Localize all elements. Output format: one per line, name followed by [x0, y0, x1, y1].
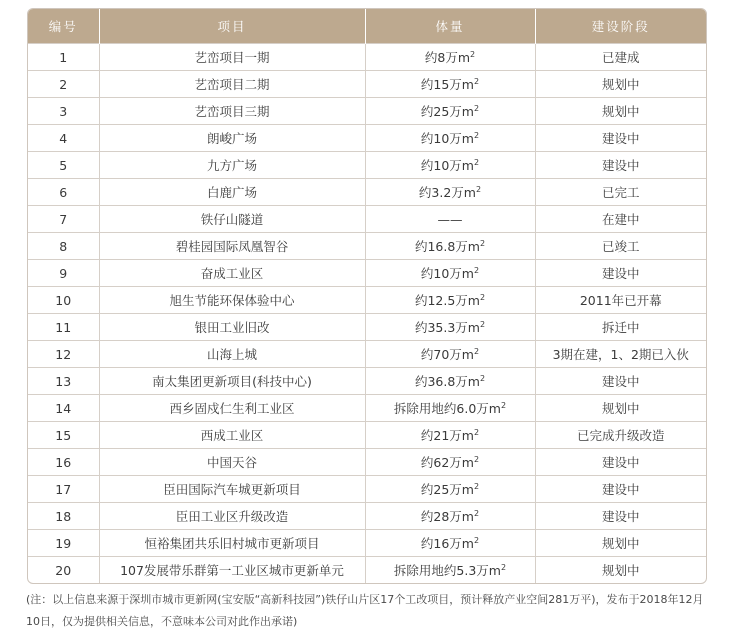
cell-number-text: 5 — [59, 157, 68, 173]
unit-superscript: 2 — [479, 373, 486, 383]
table-row — [28, 260, 706, 287]
table-row — [28, 179, 706, 206]
cell-volume — [365, 530, 535, 557]
cell-project — [99, 260, 365, 287]
table-row — [28, 557, 706, 584]
cell-volume-text: —— — [437, 211, 463, 227]
cell-stage-text: 2011年已开幕 — [579, 293, 662, 308]
cell-project — [99, 287, 365, 314]
cell-stage — [535, 71, 706, 98]
cell-volume-text: 约35.3万m — [414, 320, 480, 335]
header-volume: 体量 — [365, 9, 535, 44]
cell-stage — [535, 260, 706, 287]
cell-project — [99, 557, 365, 584]
cell-stage-text: 3期在建，1、2期已入伙 — [552, 347, 689, 362]
cell-volume — [365, 125, 535, 152]
cell-number — [28, 287, 99, 314]
cell-volume-text: 约21万m — [420, 428, 474, 443]
cell-number-text: 1 — [59, 49, 68, 65]
unit-superscript: 2 — [474, 103, 480, 113]
cell-stage — [535, 449, 706, 476]
cell-stage-text: 建设中 — [601, 158, 640, 173]
cell-number-text: 6 — [59, 184, 68, 200]
table-body — [28, 44, 706, 584]
cell-volume-text: 约15万m — [420, 77, 474, 92]
table-row — [28, 395, 706, 422]
cell-number-text: 19 — [55, 535, 72, 551]
cell-project-text: 西乡固戍仁生利工业区 — [169, 401, 295, 416]
cell-volume-text: 拆除用地约6.0万m — [393, 401, 501, 416]
table-row — [28, 503, 706, 530]
unit-superscript: 2 — [500, 562, 507, 572]
cell-project — [99, 368, 365, 395]
table-row — [28, 287, 706, 314]
cell-number — [28, 260, 99, 287]
unit-superscript: 2 — [475, 184, 482, 194]
cell-stage — [535, 206, 706, 233]
cell-project — [99, 341, 365, 368]
cell-stage-text: 建设中 — [601, 509, 640, 524]
cell-project-text: 银田工业旧改 — [194, 320, 270, 335]
cell-project-text: 臣田国际汽车城更新项目 — [163, 482, 301, 497]
cell-project — [99, 530, 365, 557]
unit-superscript: 2 — [474, 508, 480, 518]
cell-volume — [365, 395, 535, 422]
cell-project — [99, 314, 365, 341]
header-stage: 建设阶段 — [535, 9, 706, 44]
cell-project — [99, 98, 365, 125]
unit-superscript: 2 — [474, 157, 480, 167]
cell-volume — [365, 314, 535, 341]
cell-number-text: 15 — [55, 427, 72, 443]
cell-project — [99, 476, 365, 503]
cell-number-text: 9 — [59, 265, 68, 281]
cell-stage — [535, 287, 706, 314]
cell-volume-text: 约16.8万m — [414, 239, 480, 254]
cell-volume-text: 约25万m — [420, 482, 474, 497]
cell-project-text: 白鹿广场 — [206, 185, 257, 200]
cell-project-text: 西成工业区 — [200, 428, 264, 443]
cell-stage-text: 规划中 — [601, 563, 640, 578]
cell-volume — [365, 152, 535, 179]
unit-superscript: 2 — [479, 319, 486, 329]
table-row — [28, 476, 706, 503]
cell-project-text: 朗峻广场 — [206, 131, 257, 146]
cell-number-text: 2 — [59, 76, 68, 92]
cell-volume — [365, 71, 535, 98]
cell-stage-text: 已完工 — [601, 185, 640, 200]
cell-stage — [535, 44, 706, 71]
cell-number-text: 3 — [59, 103, 68, 119]
cell-project-text: 九方广场 — [206, 158, 257, 173]
cell-number — [28, 233, 99, 260]
cell-volume — [365, 287, 535, 314]
unit-superscript: 2 — [474, 130, 480, 140]
cell-volume — [365, 449, 535, 476]
table-row — [28, 152, 706, 179]
cell-project-text: 南太集团更新项目(科技中心) — [152, 374, 312, 389]
cell-number — [28, 206, 99, 233]
cell-stage-text: 规划中 — [601, 536, 640, 551]
cell-stage — [535, 341, 706, 368]
cell-project-text: 旭生节能环保体验中心 — [169, 293, 295, 308]
cell-stage-text: 在建中 — [601, 212, 640, 227]
projects-table-container — [27, 8, 707, 584]
table-row — [28, 206, 706, 233]
cell-stage — [535, 179, 706, 206]
cell-number-text: 14 — [55, 400, 72, 416]
cell-number — [28, 179, 99, 206]
cell-volume-text: 约10万m — [420, 131, 474, 146]
cell-stage-text: 已完成升级改造 — [576, 428, 665, 443]
header-number: 编号 — [28, 9, 99, 44]
cell-stage-text: 规划中 — [601, 77, 640, 92]
cell-volume — [365, 557, 535, 584]
table-row — [28, 44, 706, 71]
unit-superscript: 2 — [474, 481, 480, 491]
cell-project — [99, 71, 365, 98]
cell-number-text: 8 — [59, 238, 68, 254]
cell-number — [28, 476, 99, 503]
cell-number — [28, 557, 99, 584]
unit-superscript: 2 — [479, 238, 486, 248]
cell-volume-text: 约12.5万m — [414, 293, 480, 308]
cell-volume-text: 约3.2万m — [418, 185, 476, 200]
cell-project-text: 107发展带乐群第一工业区城市更新单元 — [120, 563, 344, 578]
cell-project — [99, 422, 365, 449]
cell-volume-text: 约28万m — [420, 509, 474, 524]
cell-volume — [365, 44, 535, 71]
cell-stage-text: 已竣工 — [601, 239, 640, 254]
cell-stage — [535, 233, 706, 260]
cell-number-text: 20 — [55, 562, 72, 578]
cell-stage — [535, 152, 706, 179]
cell-project-text: 碧桂园国际凤凰智谷 — [175, 239, 289, 254]
cell-number — [28, 314, 99, 341]
cell-volume-text: 约25万m — [420, 104, 474, 119]
cell-volume — [365, 368, 535, 395]
cell-number — [28, 368, 99, 395]
cell-volume — [365, 341, 535, 368]
cell-stage-text: 建设中 — [601, 482, 640, 497]
cell-volume — [365, 98, 535, 125]
cell-project-text: 中国天谷 — [206, 455, 257, 470]
cell-project-text: 艺峦项目三期 — [194, 104, 270, 119]
cell-number-text: 12 — [55, 346, 72, 362]
cell-volume — [365, 503, 535, 530]
cell-volume — [365, 206, 535, 233]
cell-stage — [535, 125, 706, 152]
cell-stage — [535, 98, 706, 125]
cell-number — [28, 395, 99, 422]
cell-number-text: 13 — [55, 373, 72, 389]
table-row — [28, 341, 706, 368]
unit-superscript: 2 — [474, 535, 480, 545]
projects-table — [28, 9, 706, 583]
unit-superscript: 2 — [474, 454, 480, 464]
table-row — [28, 314, 706, 341]
cell-project-text: 奋成工业区 — [200, 266, 264, 281]
cell-volume — [365, 422, 535, 449]
cell-stage-text: 拆迁中 — [601, 320, 640, 335]
cell-stage — [535, 368, 706, 395]
unit-superscript: 2 — [474, 346, 480, 356]
cell-stage — [535, 395, 706, 422]
cell-number — [28, 341, 99, 368]
cell-volume-text: 约10万m — [420, 158, 474, 173]
table-row — [28, 125, 706, 152]
cell-volume-text: 约36.8万m — [414, 374, 480, 389]
cell-number — [28, 530, 99, 557]
cell-stage — [535, 557, 706, 584]
cell-number — [28, 449, 99, 476]
cell-volume-text: 约8万m — [424, 50, 471, 65]
unit-superscript: 2 — [474, 265, 480, 275]
cell-project — [99, 449, 365, 476]
cell-project — [99, 179, 365, 206]
cell-project — [99, 503, 365, 530]
unit-superscript: 2 — [470, 49, 476, 59]
cell-number — [28, 152, 99, 179]
cell-number — [28, 71, 99, 98]
cell-stage — [535, 422, 706, 449]
unit-superscript: 2 — [479, 292, 486, 302]
cell-project — [99, 152, 365, 179]
table-row — [28, 233, 706, 260]
cell-project-text: 铁仔山隧道 — [200, 212, 264, 227]
table-row — [28, 71, 706, 98]
cell-stage — [535, 530, 706, 557]
cell-volume — [365, 179, 535, 206]
cell-stage — [535, 476, 706, 503]
cell-stage-text: 建设中 — [601, 374, 640, 389]
header-project: 项目 — [99, 9, 365, 44]
cell-stage-text: 规划中 — [601, 401, 640, 416]
cell-volume-text: 约16万m — [420, 536, 474, 551]
cell-stage-text: 规划中 — [601, 104, 640, 119]
cell-volume-text: 约62万m — [420, 455, 474, 470]
cell-stage — [535, 503, 706, 530]
cell-number — [28, 44, 99, 71]
table-row — [28, 98, 706, 125]
table-header-row — [28, 9, 706, 44]
cell-stage-text: 建设中 — [601, 455, 640, 470]
table-row — [28, 368, 706, 395]
cell-project-text: 艺峦项目二期 — [194, 77, 270, 92]
cell-project — [99, 206, 365, 233]
table-row — [28, 449, 706, 476]
unit-superscript: 2 — [474, 76, 480, 86]
cell-number — [28, 422, 99, 449]
footnote: (注：以上信息来源于深圳市城市更新网(宝安版“高新科技园”)铁仔山片区17个工改项目，预计释放产业空间281万平)，发布于2018年12月10日，仅为提供相关信息，不意味本公司对此作出承诺) — [26, 593, 704, 628]
cell-number — [28, 503, 99, 530]
cell-project — [99, 395, 365, 422]
cell-stage-text: 建设中 — [601, 266, 640, 281]
cell-project-text: 艺峦项目一期 — [194, 50, 270, 65]
cell-volume-text: 拆除用地约5.3万m — [393, 563, 501, 578]
cell-number-text: 4 — [59, 130, 68, 146]
cell-volume — [365, 476, 535, 503]
unit-superscript: 2 — [500, 400, 507, 410]
cell-project-text: 恒裕集团共乐旧村城市更新项目 — [144, 536, 320, 551]
cell-number — [28, 125, 99, 152]
cell-stage-text: 建设中 — [601, 131, 640, 146]
cell-project — [99, 125, 365, 152]
unit-superscript: 2 — [474, 427, 480, 437]
cell-number-text: 18 — [55, 508, 72, 524]
cell-project-text: 臣田工业区升级改造 — [175, 509, 289, 524]
cell-stage — [535, 314, 706, 341]
cell-project — [99, 44, 365, 71]
cell-project-text: 山海上城 — [206, 347, 257, 362]
cell-number-text: 7 — [59, 211, 68, 227]
cell-number-text: 17 — [55, 481, 72, 497]
table-row — [28, 422, 706, 449]
cell-project — [99, 233, 365, 260]
cell-volume — [365, 260, 535, 287]
cell-number — [28, 98, 99, 125]
cell-volume — [365, 233, 535, 260]
cell-volume-text: 约10万m — [420, 266, 474, 281]
cell-number-text: 11 — [55, 319, 72, 335]
cell-number-text: 10 — [55, 292, 72, 308]
cell-volume-text: 约70万m — [420, 347, 474, 362]
cell-stage-text: 已建成 — [601, 50, 640, 65]
cell-number-text: 16 — [55, 454, 72, 470]
table-row — [28, 530, 706, 557]
